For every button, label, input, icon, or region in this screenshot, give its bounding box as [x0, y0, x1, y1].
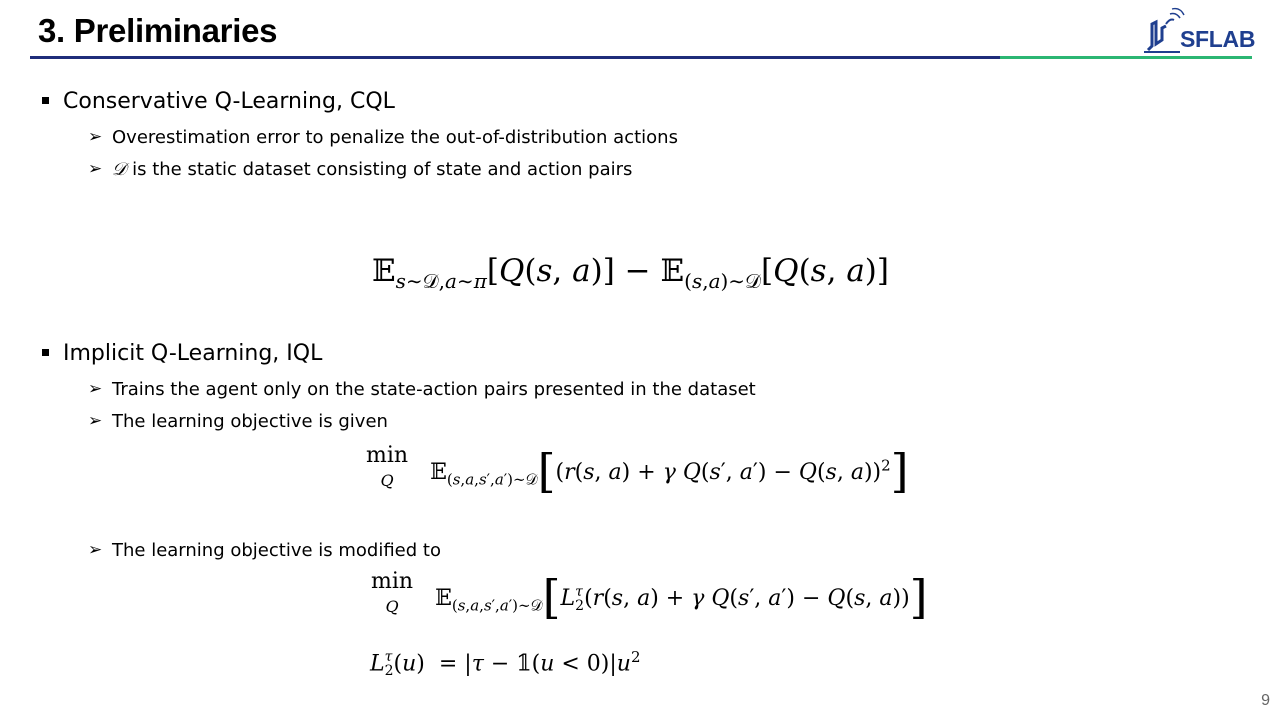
header-rule-blue — [30, 56, 1000, 59]
iql-item-1: Trains the agent only on the state-action pairs presented in the dataset — [112, 379, 756, 400]
expectile-loss-equation: Lτ 2(u) = |τ − 𝟙(u < $0)|u^2$ — [370, 648, 641, 680]
sflab-logo-text: SFLAB — [1180, 26, 1256, 52]
arrowhead-bullet-icon: ➢ — [88, 127, 103, 147]
square-bullet-icon — [42, 349, 49, 356]
iql-item-3: The learning objective is modified to — [112, 540, 441, 561]
page-number: 9 — [1261, 692, 1270, 709]
arrowhead-bullet-icon: ➢ — [88, 159, 103, 179]
header-rule-green — [1000, 56, 1252, 59]
arrowhead-bullet-icon: ➢ — [88, 540, 103, 560]
arrowhead-bullet-icon: ➢ — [88, 379, 103, 399]
iql-item-2: The learning objective is given — [112, 411, 388, 432]
iql-equation-2: min Q 𝔼$_{(s,a,s',a')\sim 𝒟}$[Lτ 2(r(s, a) + γ Q(s′, a′) − Q(s, a))] — [371, 569, 928, 624]
dataset-symbol: 𝒟 — [112, 159, 127, 180]
iql-equation-1: min Q 𝔼$_{(s,a,s',a')\sim 𝒟}$[(r(s, a) + γ Q(s′, a′) − Q(s, a))$^2$] — [366, 443, 909, 498]
section-heading-cql: Conservative Q-Learning, CQL — [63, 89, 395, 114]
cql-equation: 𝔼$_{s\sim 𝒟,a\sim\pi}$[Q(s, a)] − 𝔼$_{(s,a)\sim 𝒟}$[Q(s, a)] — [372, 253, 889, 294]
square-bullet-icon — [42, 97, 49, 104]
cql-item-2: 𝒟 is the static dataset consisting of state and action pairs — [112, 159, 633, 180]
cql-item-1: Overestimation error to penalize the out-of-distribution actions — [112, 127, 678, 148]
slide-title: 3. Preliminaries — [38, 12, 278, 49]
arrowhead-bullet-icon: ➢ — [88, 411, 103, 431]
section-heading-iql: Implicit Q-Learning, IQL — [63, 341, 323, 366]
